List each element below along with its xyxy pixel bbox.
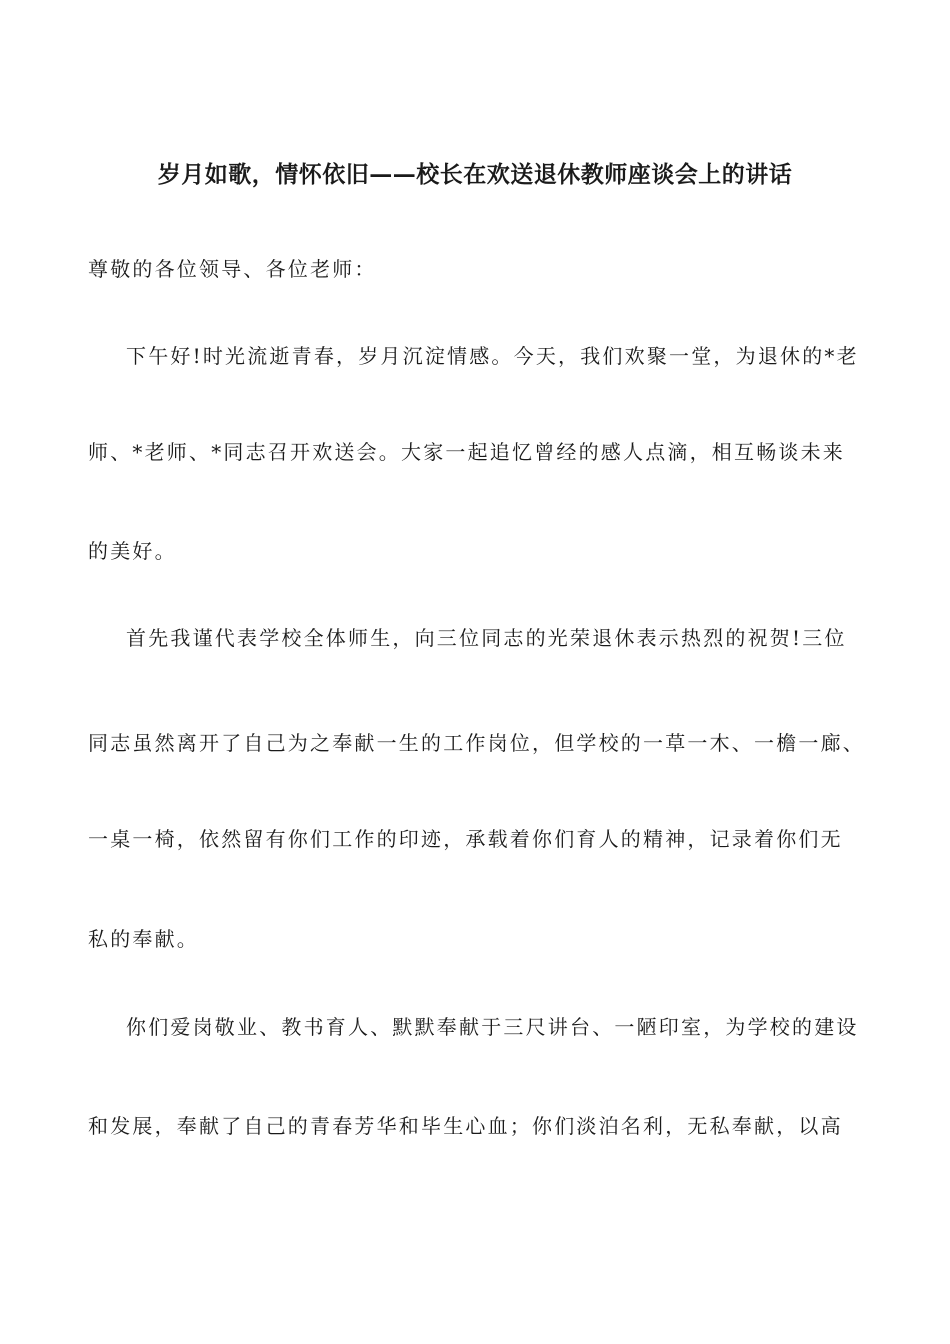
paragraph-1-line-3: 的美好。: [88, 539, 177, 563]
paragraph-3-line-1: 你们爱岗敬业、教书育人、默默奉献于三尺讲台、一陋印室，为学校的建设: [126, 1015, 859, 1039]
salutation: 尊敬的各位领导、各位老师：: [88, 257, 377, 281]
paragraph-2-line-3: 一桌一椅，依然留有你们工作的印迹，承载着你们育人的精神，记录着你们无: [88, 827, 843, 851]
paragraph-3-line-2: 和发展，奉献了自己的青春芳华和毕生心血；你们淡泊名利，无私奉献，以高: [88, 1114, 843, 1138]
paragraph-1-line-2: 师、*老师、*同志召开欢送会。大家一起追忆曾经的感人点滴，相互畅谈未来: [88, 440, 845, 464]
paragraph-2-line-2: 同志虽然离开了自己为之奉献一生的工作岗位，但学校的一草一木、一檐一廊、: [88, 731, 865, 755]
document-title: 岁月如歌，情怀依旧——校长在欢送退休教师座谈会上的讲话: [157, 161, 793, 188]
paragraph-1-line-1: 下午好!时光流逝青春，岁月沉淀情感。今天，我们欢聚一堂，为退休的*老: [126, 344, 859, 368]
paragraph-2-line-1: 首先我谨代表学校全体师生，向三位同志的光荣退休表示热烈的祝贺!三位: [126, 626, 847, 650]
paragraph-2-line-4: 私的奉献。: [88, 927, 199, 951]
